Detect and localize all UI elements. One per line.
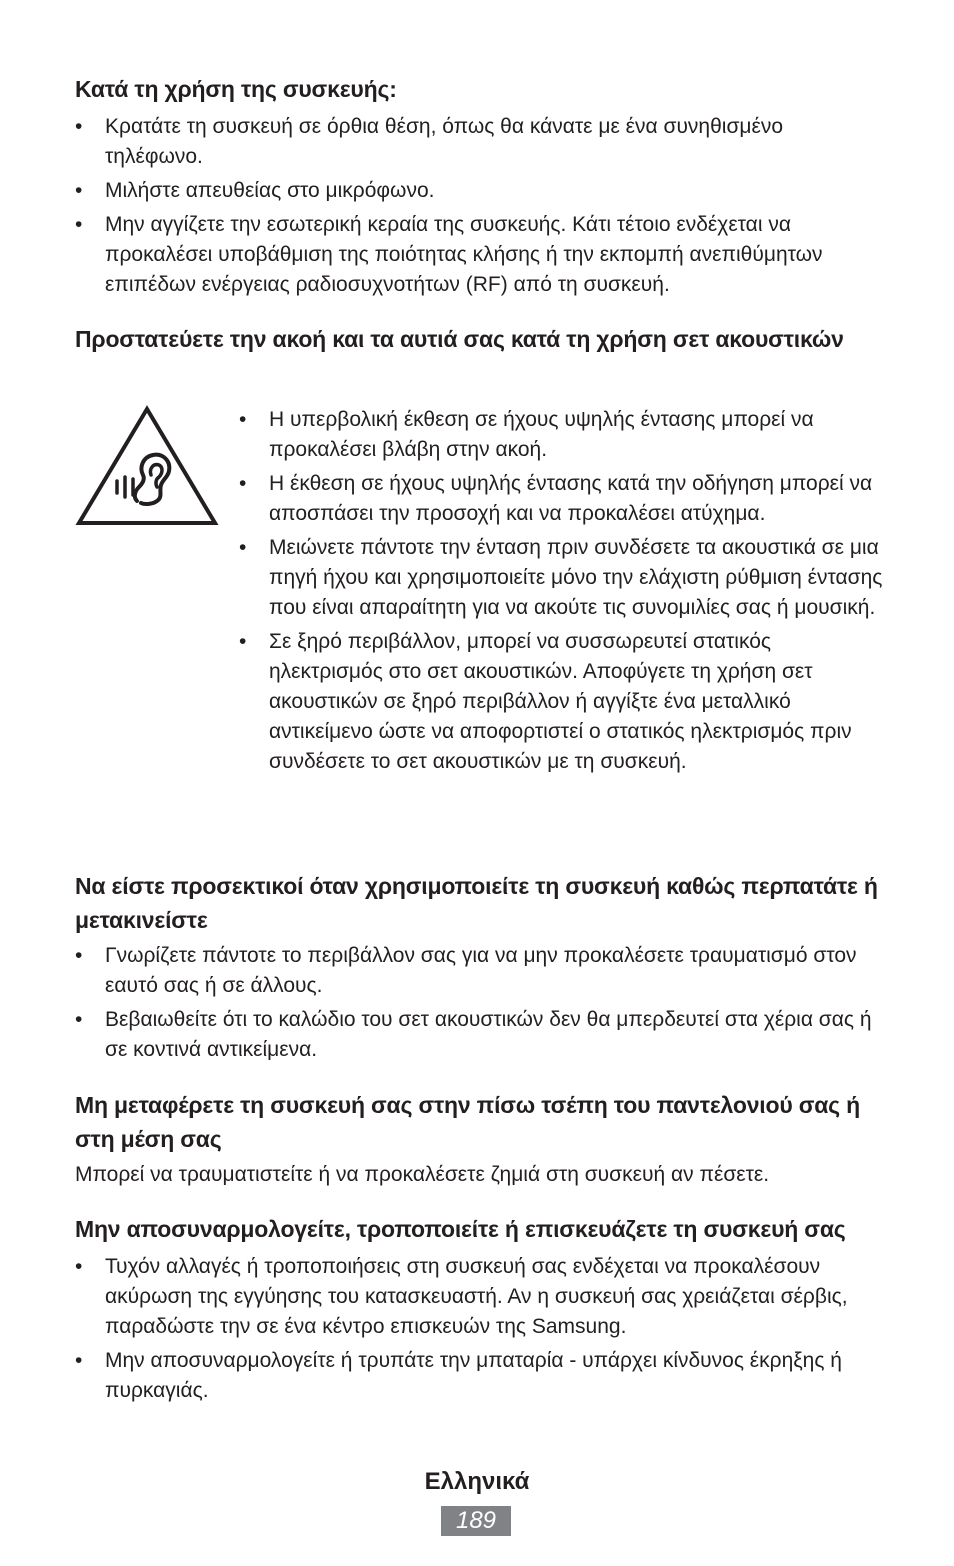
hearing-warning-icon [75,405,219,527]
list-item: • Μιλήστε απευθείας στο μικρόφωνο. [75,176,885,206]
bullet-icon: • [239,408,247,431]
section-device-use [75,72,885,304]
section-heading: Προστατεύετε την ακοή και τα αυτιά σας κατά τη χρήση σετ ακουστικών [75,326,844,352]
list-item: • Βεβαιωθείτε ότι το καλώδιο του σετ ακουστικών δεν θα μπερδευτεί στα χέρια σας ή σε κοντινά αντικείμενα. [75,1005,885,1065]
list-item: • Η υπερβολική έκθεση σε ήχους υψηλής έντασης μπορεί να προκαλέσει βλάβη στην ακοή. [239,405,889,465]
section-heading: Κατά τη χρήση της συσκευής: [75,76,397,102]
bullet-icon: • [75,115,83,138]
list-item: • Γνωρίζετε πάντοτε το περιβάλλον σας για να μην προκαλέσετε τραυματισμό στον εαυτό σας ή σε άλλους. [75,941,885,1001]
list-item: • Μην αγγίζετε την εσωτερική κεραία της συσκευής. Κάτι τέτοιο ενδέχεται να προκαλέσει υποβάθμιση της ποιότητας κλήσης ή την εκπομπή ανεπιθύμητων επιπέδων ενέργειας ραδιοσυχνοτήτων (RF) από τη συσκευή. [75,210,885,300]
bullet-icon: • [239,630,247,653]
list-item: • Μειώνετε πάντοτε την ένταση πριν συνδέσετε τα ακουστικά σε μια πηγή ήχου και χρησιμοποιείτε μόνο την ελάχιστη ρύθμιση έντασης που είναι απαραίτητη για να ακούτε τις συνομιλίες σας ή μουσική. [239,533,889,623]
section-pocket [75,1088,885,1190]
section-disassembly [75,1212,885,1410]
page-number: 189 [441,1506,511,1536]
list-item: • Μην αποσυναρμολογείτε ή τρυπάτε την μπαταρία - υπάρχει κίνδυνος έκρηξης ή πυρκαγιάς. [75,1346,885,1406]
bullet-icon: • [239,536,247,559]
section-text: Μπορεί να τραυματιστείτε ή να προκαλέσετε ζημιά στη συσκευή αν πέσετε. [75,1163,770,1186]
list-item: • Τυχόν αλλαγές ή τροποποιήσεις στη συσκευή σας ενδέχεται να προκαλέσουν ακύρωση της εγγύησης του κατασκευαστή. Αν η συσκευή σας χρειάζεται σέρβις, παραδώστε την σε ένα κέντρο επισκευών της Samsung. [75,1252,885,1342]
bullet-list [75,112,885,300]
bullet-list [75,1252,885,1406]
section-heading: Μην αποσυναρμολογείτε, τροποποιείτε ή επισκευάζετε τη συσκευή σας [75,1216,846,1242]
list-item: • Η έκθεση σε ήχους υψηλής έντασης κατά την οδήγηση μπορεί να αποσπάσει την προσοχή και να προκαλέσει ατύχημα. [239,469,889,529]
bullet-icon: • [75,179,83,202]
bullet-icon: • [75,213,83,236]
bullet-list [239,405,889,781]
footer-language: Ελληνικά [424,1468,530,1495]
list-item: • Σε ξηρό περιβάλλον, μπορεί να συσσωρευτεί στατικός ηλεκτρισμός στο σετ ακουστικών. Αποφύγετε τη χρήση σετ ακουστικών σε ξηρό περιβάλλον ή αγγίξτε ένα μεταλλικό αντικείμενο ώστε να αποφορτιστεί ο στατικός ηλεκτρισμός πριν συνδέσετε το σετ ακουστικών με τη συσκευή. [239,627,889,777]
bullet-icon: • [239,472,247,495]
bullet-list [75,941,885,1065]
bullet-icon: • [75,1008,83,1031]
section-heading: Μη μεταφέρετε τη συσκευή σας στην πίσω τσέπη του παντελονιού σας ή στη μέση σας [75,1092,860,1152]
bullet-icon: • [75,1255,83,1278]
section-heading: Να είστε προσεκτικοί όταν χρησιμοποιείτε τη συσκευή καθώς περπατάτε ή μετακινείστε [75,873,878,933]
section-hearing [75,322,885,356]
list-item: • Κρατάτε τη συσκευή σε όρθια θέση, όπως θα κάνατε με ένα συνηθισμένο τηλέφωνο. [75,112,885,172]
bullet-icon: • [75,1349,83,1372]
section-walking [75,869,885,1069]
bullet-icon: • [75,944,83,967]
